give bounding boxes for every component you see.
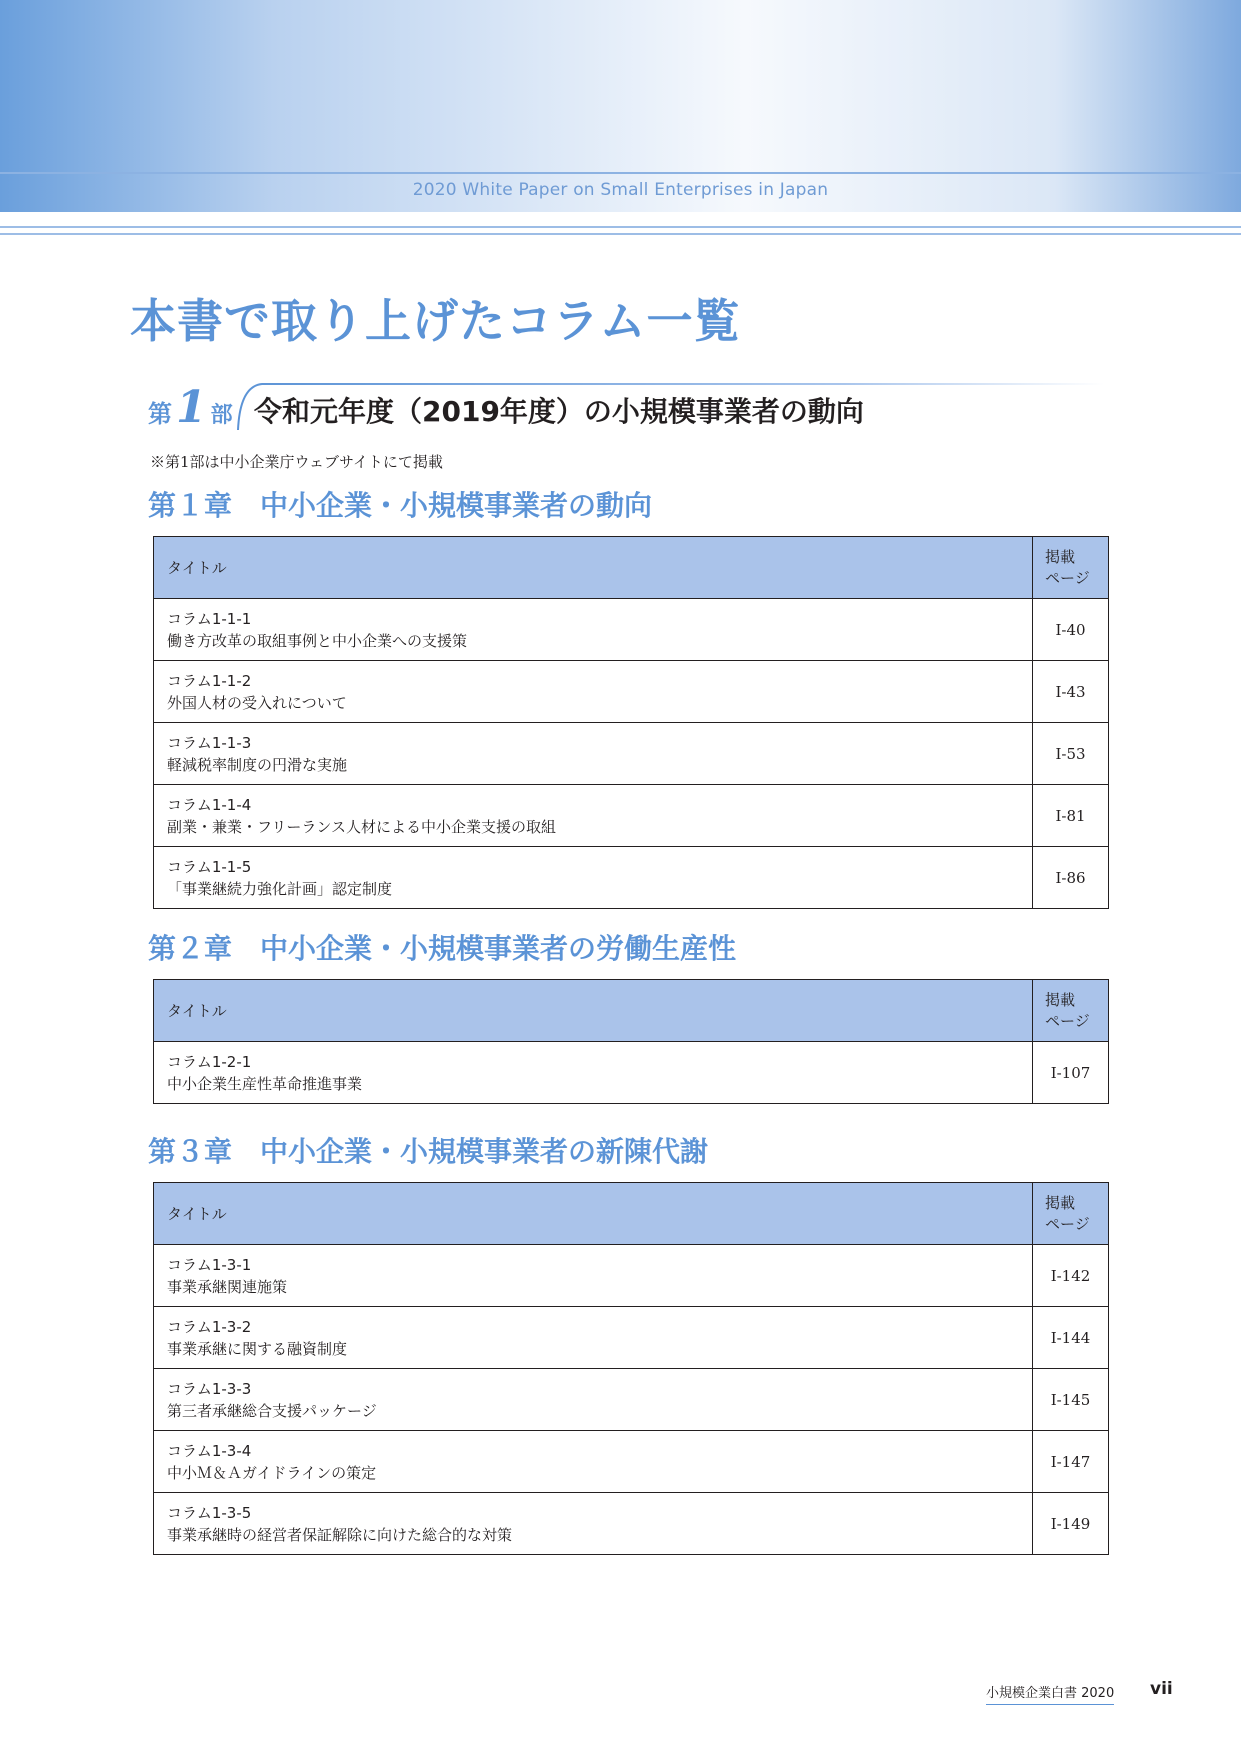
column-name: 中小企業生産性革命推進事業	[167, 1074, 363, 1093]
column-header-page-line1: 掲載	[1045, 990, 1076, 1009]
column-page: Ⅰ-53	[1033, 723, 1109, 785]
column-cell	[154, 785, 1033, 847]
table-row	[154, 1245, 1109, 1307]
table-row	[154, 1493, 1109, 1555]
column-name: 外国人材の受入れについて	[167, 693, 347, 712]
column-name: 副業・兼業・フリーランス人材による中小企業支援の取組	[167, 817, 556, 836]
part-number: 1	[176, 382, 207, 433]
table-row	[154, 1431, 1109, 1493]
table-row	[154, 847, 1109, 909]
column-header-page	[1033, 1183, 1109, 1245]
column-header-page-line2: ページ	[1045, 1214, 1090, 1233]
column-page: Ⅰ-107	[1033, 1042, 1109, 1104]
table-row	[154, 785, 1109, 847]
part-title: 令和元年度（2019年度）の小規模事業者の動向	[254, 395, 864, 428]
table-row	[154, 661, 1109, 723]
column-label: コラム1-1-1	[167, 609, 252, 628]
column-header-title: タイトル	[154, 980, 1033, 1042]
chapter-2-column-table	[153, 979, 1109, 1104]
column-name: 事業承継に関する融資制度	[167, 1339, 348, 1358]
column-label: コラム1-3-5	[167, 1503, 252, 1522]
column-page: Ⅰ-145	[1033, 1369, 1109, 1431]
column-name: 事業承継時の経営者保証解除に向けた総合的な対策	[167, 1525, 513, 1544]
part-label-prefix: 第	[148, 400, 172, 428]
column-label: コラム1-3-4	[167, 1441, 252, 1460]
column-cell	[154, 847, 1033, 909]
table-row	[154, 1307, 1109, 1369]
column-cell	[154, 1493, 1033, 1555]
column-header-page-line2: ページ	[1045, 568, 1090, 587]
header-subtitle: 2020 White Paper on Small Enterprises in Japan	[412, 180, 829, 200]
chapter-1-title: 第１章 中小企業・小規模事業者の動向	[148, 489, 653, 522]
column-cell	[154, 1307, 1033, 1369]
column-page: Ⅰ-149	[1033, 1493, 1109, 1555]
column-label: コラム1-1-2	[167, 671, 252, 690]
table-row	[154, 1369, 1109, 1431]
column-cell	[154, 1369, 1033, 1431]
chapter-3-column-table	[153, 1182, 1109, 1555]
column-name: 「事業継続力強化計画」認定制度	[167, 879, 393, 898]
column-page: Ⅰ-40	[1033, 599, 1109, 661]
column-cell	[154, 661, 1033, 723]
column-name: 軽減税率制度の円滑な実施	[167, 755, 348, 774]
page-title: 本書で取り上げたコラム一覧	[130, 294, 741, 348]
table-row	[154, 723, 1109, 785]
footer-book-title: 小規模企業白書 2020	[986, 1682, 1114, 1705]
column-name: 第三者承継総合支援パッケージ	[167, 1401, 377, 1420]
column-name: 事業承継関連施策	[167, 1277, 288, 1296]
column-header-page-line1: 掲載	[1045, 1193, 1076, 1212]
column-page: Ⅰ-142	[1033, 1245, 1109, 1307]
table-header-row	[154, 1183, 1109, 1245]
footer-page-number: vii	[1150, 1679, 1173, 1699]
column-name: 働き方改革の取組事例と中小企業への支援策	[167, 631, 468, 650]
column-header-page-line1: 掲載	[1045, 547, 1076, 566]
column-cell	[154, 1042, 1033, 1104]
column-label: コラム1-2-1	[167, 1052, 252, 1071]
table-row	[154, 1042, 1109, 1104]
column-page: Ⅰ-144	[1033, 1307, 1109, 1369]
column-page: Ⅰ-81	[1033, 785, 1109, 847]
column-page: Ⅰ-147	[1033, 1431, 1109, 1493]
column-name: 中小Ｍ＆Ａガイドラインの策定	[167, 1463, 377, 1482]
column-header-title: タイトル	[154, 537, 1033, 599]
column-label: コラム1-3-1	[167, 1255, 252, 1274]
column-header-title: タイトル	[154, 1183, 1033, 1245]
column-label: コラム1-1-3	[167, 733, 252, 752]
part-label	[148, 382, 233, 433]
column-label: コラム1-1-5	[167, 857, 252, 876]
header-rule-bottom-1	[0, 226, 1241, 228]
column-header-page	[1033, 980, 1109, 1042]
table-header-row	[154, 537, 1109, 599]
column-label: コラム1-3-3	[167, 1379, 252, 1398]
chapter-3-title: 第３章 中小企業・小規模事業者の新陳代謝	[148, 1135, 709, 1168]
part-note: ※第1部は中小企業庁ウェブサイトにて掲載	[150, 453, 443, 471]
column-cell	[154, 1431, 1033, 1493]
table-header-row	[154, 980, 1109, 1042]
header-rule-bottom-2	[0, 233, 1241, 235]
column-cell	[154, 723, 1033, 785]
table-row	[154, 599, 1109, 661]
column-cell	[154, 599, 1033, 661]
column-label: コラム1-1-4	[167, 795, 252, 814]
part-label-suffix: 部	[210, 403, 233, 428]
chapter-2-title: 第２章 中小企業・小規模事業者の労働生産性	[148, 932, 737, 965]
column-cell	[154, 1245, 1033, 1307]
column-label: コラム1-3-2	[167, 1317, 252, 1336]
part-heading	[148, 378, 1098, 434]
column-header-page-line2: ページ	[1045, 1011, 1090, 1030]
chapter-1-column-table	[153, 536, 1109, 909]
column-page: Ⅰ-43	[1033, 661, 1109, 723]
column-header-page	[1033, 537, 1109, 599]
header-rule-top	[0, 172, 1241, 174]
column-page: Ⅰ-86	[1033, 847, 1109, 909]
